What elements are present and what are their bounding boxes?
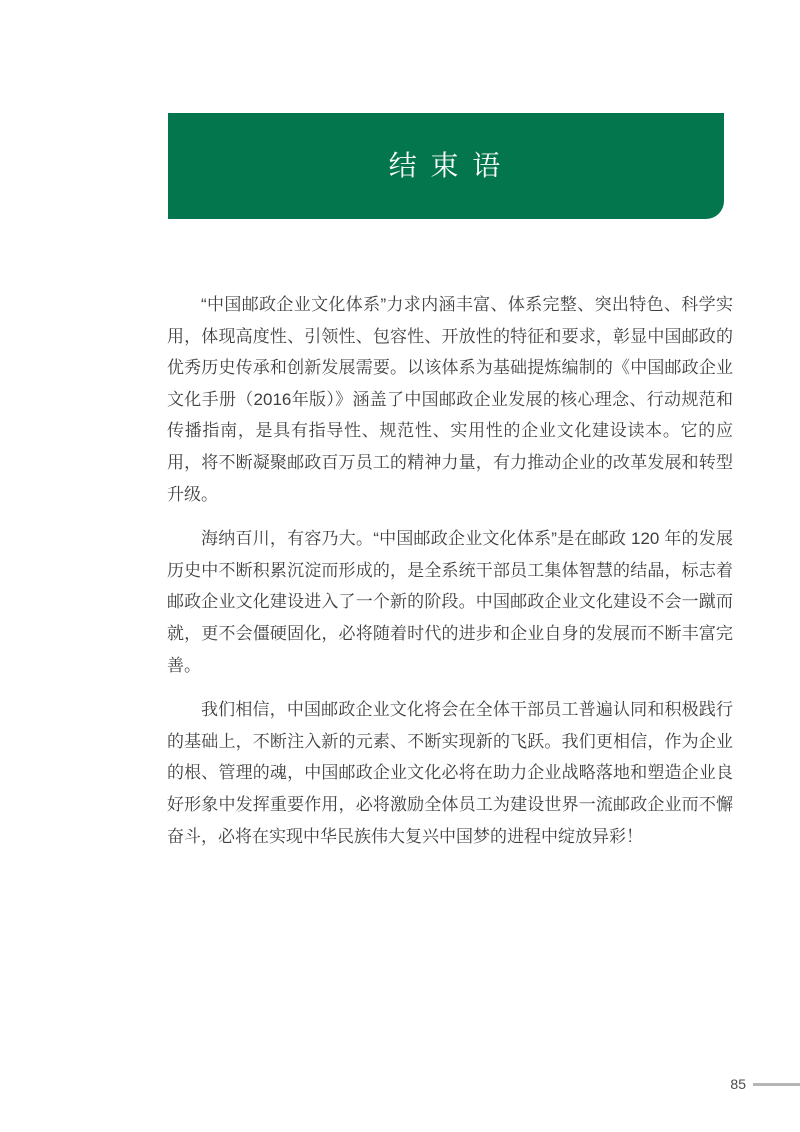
footer-rule xyxy=(753,1083,800,1086)
body-text xyxy=(167,289,733,865)
paragraph-2: 海纳百川，有容乃大。“中国邮政企业文化体系”是在邮政 120 年的发展历史中不断积累沉淀而形成的，是全系统干部员工集体智慧的结晶，标志着邮政企业文化建设进入了一个新的阶段。中国邮政企业文化建设不会一蹴而就，更不会僵硬固化，必将随着时代的进步和企业自身的发展而不断丰富完善。 xyxy=(167,529,733,675)
paragraph-1: “中国邮政企业文化体系”力求内涵丰富、体系完整、突出特色、科学实用，体现高度性、引领性、包容性、开放性的特征和要求，彰显中国邮政的优秀历史传承和创新发展需要。以该体系为基础提炼编制的《中国邮政企业文化手册（2016年版）》涵盖了中国邮政企业发展的核心理念、行动规范和传播指南，是具有指导性、规范性、实用性的企业文化建设读本。它的应用，将不断凝聚邮政百万员工的精神力量，有力推动企业的改革发展和转型升级。 xyxy=(167,295,733,504)
chapter-title: 结 束 语 xyxy=(388,150,504,181)
page-footer xyxy=(0,1076,800,1092)
page-number: 85 xyxy=(730,1076,746,1092)
chapter-banner xyxy=(168,113,724,219)
paragraph-3: 我们相信，中国邮政企业文化将会在全体干部员工普遍认同和积极践行的基础上，不断注入新的元素、不断实现新的飞跃。我们更相信，作为企业的根、管理的魂，中国邮政企业文化必将在助力企业战略落地和塑造企业良好形象中发挥重要作用，必将激励全体员工为建设世界一流邮政企业而不懈奋斗，必将在实现中华民族伟大复兴中国梦的进程中绽放异彩！ xyxy=(167,700,733,846)
